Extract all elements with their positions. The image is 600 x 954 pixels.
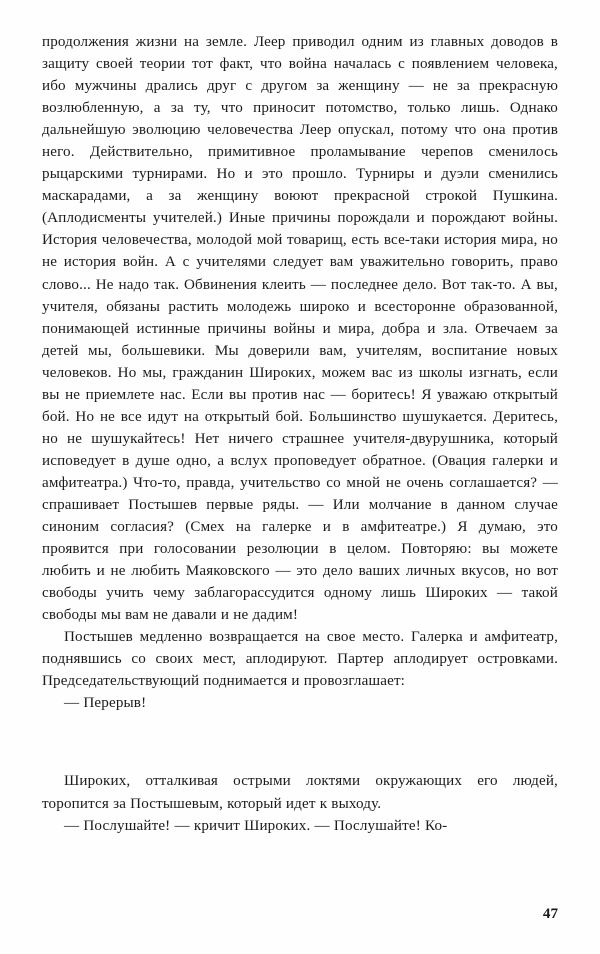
paragraph-shirokikh-hurries: Широких, отталкивая острыми локтями окружающих его людей, торопится за Постышевым, который идет к выходу. — [42, 773, 558, 812]
section-break — [42, 714, 558, 770]
text-column — [42, 31, 558, 837]
paragraph-continuation: продолжения жизни на земле. Леер приводил одним из главных доводов в защиту своей теории тот факт, что война началась с появлением человека, ибо мужчины дрались друг с другом за женщину — не за прекрасную возлюбленную, а за ту, что приносит потомство, только лишь. Однако дальнейшую эволюцию человечества Леер опускал, потому что она против него. Действительно, примитивное проламывание черепов сменилось рыцарскими турнирами. Но и это прошло. Турниры и дуэли сменились маскарадами, а за женщину воюют прекрасной строкой Пушкина. (Аплодисменты учителей.) Иные причины порождали и порождают войны. История человечества, молодой мой товарищ, есть все-таки история мира, но не история войн. А с учителями следует вам уважительно говорить, право слово... Не надо так. Обвинения клеить — последнее дело. Вот так-то. А вы, учителя, обязаны растить молодежь широко и всесторонне образованной, понимающей истинные причины войны и мира, добра и зла. Отвечаем за детей мы, большевики. Мы доверили вам, учителям, воспитание новых человеков. Но мы, гражданин Широких, можем вас из школы изгнать, если вы не приемлете нас. Если вы против нас — боритесь! Я уважаю открытый бой. Но не все идут на открытый бой. Большинство шушукается. Деритесь, но не шушукайтесь! Нет ничего страшнее учителя-двурушника, который исповедует в душе одно, а вслух проповедует обратное. (Овация галерки и амфитеатра.) Что-то, правда, учительство со мной не очень соглашается? — спрашивает Постышев первые ряды. — Или молчание в данном случае синоним согласия? (Смех на галерке и в амфитеатре.) Я думаю, это проявится при голосовании резолюции в целом. Повторяю: вы можете любить и не любить Маяковского — это дело ваших личных вкусов, но вот свободы учить чему заблагорассудится одному лишь Широких — такой свободы мы вам не давали и не дадим! — [42, 34, 558, 624]
page-number: 47 — [542, 905, 558, 922]
paragraph-break-announcement: — Перерыв! — [64, 695, 147, 712]
paragraph-shirokikh-shouts: — Послушайте! — кричит Широких. — Послушайте! Ко- — [64, 817, 448, 834]
paragraph-postyshev-returns: Постышев медленно возвращается на свое место. Галерка и амфитеатр, поднявшись со своих мест, аплодируют. Партер аплодирует островками. Председательствующий поднимается и провозглашает: — [42, 629, 558, 690]
